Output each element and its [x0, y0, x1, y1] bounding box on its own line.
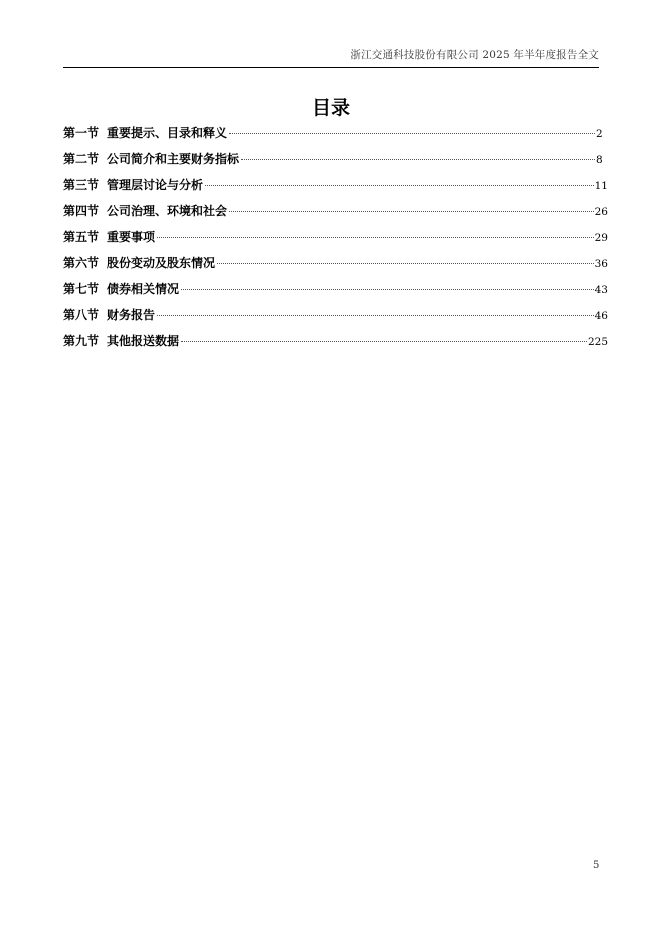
toc-entry-5[interactable]: [63, 228, 608, 254]
toc-page-number: 11: [594, 180, 608, 192]
toc-entry-4[interactable]: [63, 202, 608, 228]
toc-title: 目录: [311, 97, 350, 119]
toc-section-title: 其他报送数据: [107, 334, 180, 348]
toc-dot-leader: [157, 237, 594, 238]
toc-section-number: 第二节: [63, 152, 100, 166]
toc-dot-leader: [181, 341, 587, 342]
toc-dot-leader: [205, 185, 594, 186]
toc-section-number: 第三节: [63, 178, 100, 192]
toc-dot-leader: [181, 289, 594, 290]
toc-entry-1[interactable]: [63, 124, 608, 150]
toc-page-number: 26: [594, 206, 608, 218]
toc-dot-leader: [157, 315, 594, 316]
toc-section-number: 第一节: [63, 126, 100, 140]
toc-page-number: 225: [587, 336, 608, 348]
toc-section-number: 第九节: [63, 334, 100, 348]
toc-page-number: 8: [596, 154, 603, 166]
toc-page-number: 29: [594, 232, 608, 244]
toc-entry-2[interactable]: [63, 150, 608, 176]
toc-dot-leader: [229, 211, 594, 212]
toc-section-title: 管理层讨论与分析: [107, 178, 204, 192]
toc-dot-leader: [229, 133, 595, 134]
toc-list: [63, 124, 608, 358]
toc-page-number: 2: [596, 128, 603, 140]
toc-entry-6[interactable]: [63, 254, 608, 280]
toc-section-number: 第八节: [63, 308, 100, 322]
toc-section-number: 第七节: [63, 282, 100, 296]
toc-entry-8[interactable]: [63, 306, 608, 332]
toc-section-number: 第六节: [63, 256, 100, 270]
toc-section-title: 重要提示、目录和释义: [107, 126, 228, 140]
header-divider: [63, 67, 599, 68]
toc-section-number: 第五节: [63, 230, 100, 244]
toc-section-title: 财务报告: [107, 308, 156, 322]
toc-page-number: 43: [594, 284, 608, 296]
toc-section-title: 重要事项: [107, 230, 156, 244]
toc-dot-leader: [241, 159, 595, 160]
toc-section-title: 公司简介和主要财务指标: [107, 152, 240, 166]
toc-entry-9[interactable]: [63, 332, 608, 358]
toc-dot-leader: [217, 263, 594, 264]
toc-section-number: 第四节: [63, 204, 100, 218]
running-header: 浙江交通科技股份有限公司 2025 年半年度报告全文: [350, 49, 599, 61]
page-number: 5: [593, 860, 600, 871]
toc-section-title: 公司治理、环境和社会: [107, 204, 228, 218]
toc-section-title: 债券相关情况: [107, 282, 180, 296]
toc-page-number: 46: [594, 310, 608, 322]
toc-section-title: 股份变动及股东情况: [107, 256, 216, 270]
toc-page-number: 36: [594, 258, 608, 270]
toc-entry-7[interactable]: [63, 280, 608, 306]
toc-entry-3[interactable]: [63, 176, 608, 202]
